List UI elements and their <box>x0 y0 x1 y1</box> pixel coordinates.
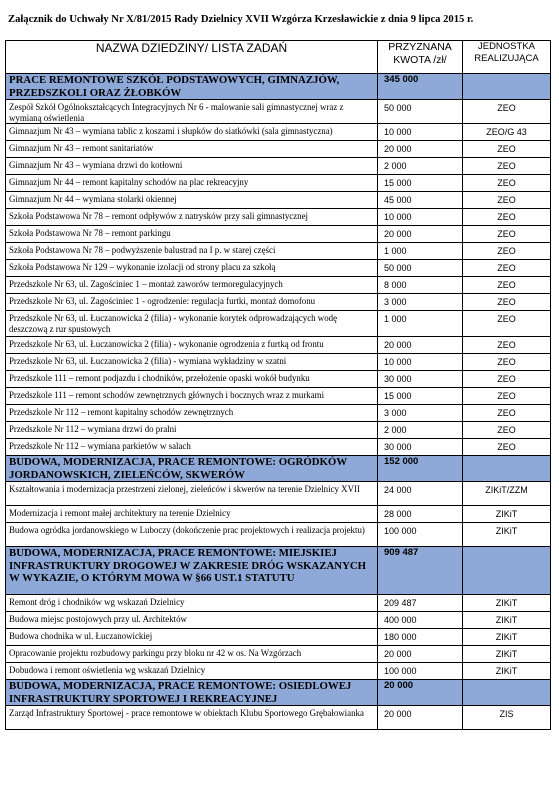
cell-name: Budowa miejsc postojowych przy ul. Architektów <box>6 612 378 629</box>
cell-amount: 50 000 <box>378 260 463 277</box>
table-header-row <box>6 41 551 74</box>
cell-name: Szkoła Podstawowa Nr 78 – podwyższenie balustrad na I p. w starej części <box>6 243 378 260</box>
cell-amount: 20 000 <box>378 141 463 158</box>
cell-unit: ZEO <box>463 158 551 175</box>
cell-name: BUDOWA, MODERNIZACJA, PRACE REMONTOWE: MIEJSKIEJ INFRASTRUKTURY DROGOWEJ W ZAKRESIE DRÓG WSKAZANYCH W WYKAZIE, O KTÓRYM MOWA W §66 UST.1 STATUTU <box>6 547 378 595</box>
table-row <box>6 422 551 439</box>
table-row <box>6 124 551 141</box>
cell-name: Opracowanie projektu rozbudowy parkingu przy bloku nr 42 w os. Na Wzgórzach <box>6 646 378 663</box>
table-row <box>6 277 551 294</box>
cell-amount: 100 000 <box>378 523 463 547</box>
table-row <box>6 523 551 547</box>
cell-unit: ZEO <box>463 405 551 422</box>
table-row <box>6 388 551 405</box>
cell-unit: ZEO <box>463 209 551 226</box>
table-row <box>6 595 551 612</box>
table-row <box>6 311 551 337</box>
cell-amount: 909 487 <box>378 547 463 595</box>
cell-unit <box>463 680 551 706</box>
cell-amount: 15 000 <box>378 388 463 405</box>
cell-name: Przedszkole Nr 112 – wymiana drzwi do pralni <box>6 422 378 439</box>
cell-unit: ZEO <box>463 388 551 405</box>
table-row <box>6 294 551 311</box>
table-row <box>6 209 551 226</box>
cell-amount: 15 000 <box>378 175 463 192</box>
table-row <box>6 354 551 371</box>
cell-unit: ZEO <box>463 294 551 311</box>
cell-name: Zespół Szkół Ogólnokształcących Integracyjnych Nr 6 - malowanie sali gimnastycznej wraz z wymianą oświetlenia <box>6 100 378 124</box>
cell-unit: ZEO <box>463 243 551 260</box>
table-row <box>6 506 551 523</box>
document-title: Załącznik do Uchwały Nr X/81/2015 Rady Dzielnicy XVII Wzgórza Krzesławickie z dnia 9 lipca 2015 r. <box>8 14 474 25</box>
cell-unit <box>463 547 551 595</box>
cell-amount: 30 000 <box>378 371 463 388</box>
table-row <box>6 175 551 192</box>
cell-name: BUDOWA, MODERNIZACJA, PRACE REMONTOWE: OSIEDLOWEJ INFRASTRUKTURY SPORTOWEJ I REKREACYJNEJ <box>6 680 378 706</box>
cell-unit: ZIKiT <box>463 506 551 523</box>
cell-amount: 100 000 <box>378 663 463 680</box>
cell-unit: ZEO <box>463 337 551 354</box>
cell-name: Przedszkole Nr 63, ul. Zagościniec 1 – montaż zaworów termoregulacyjnych <box>6 277 378 294</box>
cell-name: Gimnazjum Nr 43 – wymiana drzwi do kotłowni <box>6 158 378 175</box>
cell-amount: 8 000 <box>378 277 463 294</box>
cell-name: Remont dróg i chodników wg wskazań Dzielnicy <box>6 595 378 612</box>
cell-unit: ZEO <box>463 260 551 277</box>
cell-name: Przedszkole Nr 112 – remont kapitalny schodów zewnętrznych <box>6 405 378 422</box>
cell-unit: ZEO/G 43 <box>463 124 551 141</box>
cell-unit: ZIKiT <box>463 629 551 646</box>
cell-unit <box>463 456 551 482</box>
cell-unit: ZEO <box>463 439 551 456</box>
cell-unit: ZEO <box>463 354 551 371</box>
cell-amount: 50 000 <box>378 100 463 124</box>
cell-amount: 20 000 <box>378 680 463 706</box>
table-row <box>6 226 551 243</box>
cell-amount: 3 000 <box>378 294 463 311</box>
table-row <box>6 612 551 629</box>
table-row <box>6 706 551 730</box>
cell-unit: ZIKiT <box>463 595 551 612</box>
header-unit: JEDNOSTKA REALIZUJĄCA <box>463 41 551 74</box>
cell-name: Budowa chodnika w ul. Łuczanowickiej <box>6 629 378 646</box>
cell-amount: 20 000 <box>378 226 463 243</box>
table-row <box>6 260 551 277</box>
table-row <box>6 629 551 646</box>
cell-amount: 30 000 <box>378 439 463 456</box>
cell-amount: 20 000 <box>378 337 463 354</box>
cell-amount: 28 000 <box>378 506 463 523</box>
cell-amount: 20 000 <box>378 646 463 663</box>
cell-name: Gimnazjum Nr 43 – wymiana tablic z koszami i słupków do siatkówki (sala gimnastyczna) <box>6 124 378 141</box>
cell-amount: 3 000 <box>378 405 463 422</box>
table-row <box>6 158 551 175</box>
budget-table <box>5 40 551 730</box>
cell-unit: ZEO <box>463 192 551 209</box>
cell-name: Gimnazjum Nr 43 – remont sanitariatów <box>6 141 378 158</box>
cell-name: Gimnazjum Nr 44 – remont kapitalny schodów na plac rekreacyjny <box>6 175 378 192</box>
cell-name: BUDOWA, MODERNIZACJA, PRACE REMONTOWE: OGRÓDKÓW JORDANOWSKICH, ZIELEŃCÓW, SKWERÓW <box>6 456 378 482</box>
cell-amount: 20 000 <box>378 706 463 730</box>
cell-unit: ZEO <box>463 422 551 439</box>
cell-amount: 10 000 <box>378 124 463 141</box>
section-row <box>6 456 551 482</box>
table-row <box>6 141 551 158</box>
table-row <box>6 243 551 260</box>
cell-name: Szkoła Podstawowa Nr 78 – remont parkingu <box>6 226 378 243</box>
cell-amount: 180 000 <box>378 629 463 646</box>
section-row <box>6 74 551 100</box>
cell-amount: 152 000 <box>378 456 463 482</box>
cell-unit: ZEO <box>463 371 551 388</box>
cell-unit: ZEO <box>463 311 551 337</box>
table-row <box>6 100 551 124</box>
cell-unit: ZIKiT/ZZM <box>463 482 551 506</box>
table-row <box>6 439 551 456</box>
header-name: NAZWA DZIEDZINY/ LISTA ZADAŃ <box>6 41 378 74</box>
cell-name: Przedszkole Nr 63, ul. Łuczanowicka 2 (filia) - wykonanie korytek odprowadzających wodę deszczową z rur spustowych <box>6 311 378 337</box>
cell-name: Szkoła Podstawowa Nr 78 – remont odpływów z natrysków przy sali gimnastycznej <box>6 209 378 226</box>
cell-name: Dobudowa i remont oświetlenia wg wskazań Dzielnicy <box>6 663 378 680</box>
cell-name: Gimnazjum Nr 44 – wymiana stolarki okiennej <box>6 192 378 209</box>
cell-name: Przedszkole 111 – remont schodów zewnętrznych głównych i bocznych wraz z murkami <box>6 388 378 405</box>
table-row <box>6 337 551 354</box>
cell-unit: ZEO <box>463 100 551 124</box>
cell-unit: ZIKiT <box>463 663 551 680</box>
table-row <box>6 405 551 422</box>
table-row <box>6 482 551 506</box>
cell-unit: ZEO <box>463 226 551 243</box>
cell-unit: ZIKiT <box>463 646 551 663</box>
cell-amount: 1 000 <box>378 311 463 337</box>
cell-amount: 209 487 <box>378 595 463 612</box>
cell-name: Kształtowania i modernizacja przestrzeni zielonej, zieleńców i skwerów na terenie Dzielnicy XVII <box>6 482 378 506</box>
cell-amount: 2 000 <box>378 158 463 175</box>
cell-name: Przedszkole Nr 63, ul. Łuczanowicka 2 (filia) - wykonanie ogrodzenia z furtką od frontu <box>6 337 378 354</box>
cell-unit: ZIKiT <box>463 612 551 629</box>
table-row <box>6 371 551 388</box>
cell-unit: ZEO <box>463 277 551 294</box>
cell-name: Budowa ogródka jordanowskiego w Luboczy (dokończenie prac projektowych i realizacja projektu) <box>6 523 378 547</box>
table-row <box>6 192 551 209</box>
cell-unit: ZIS <box>463 706 551 730</box>
cell-name: Szkoła Podstawowa Nr 129 – wykonanie izolacji od strony placu za szkołą <box>6 260 378 277</box>
table-row <box>6 646 551 663</box>
cell-amount: 45 000 <box>378 192 463 209</box>
cell-name: Przedszkole 111 – remont podjazdu i chodników, przełożenie opaski wokół budynku <box>6 371 378 388</box>
section-row <box>6 547 551 595</box>
cell-name: Modernizacja i remont małej architektury na terenie Dzielnicy <box>6 506 378 523</box>
cell-amount: 10 000 <box>378 354 463 371</box>
cell-amount: 400 000 <box>378 612 463 629</box>
table-body <box>6 74 551 730</box>
header-amount: PRZYZNANA KWOTA /zł/ <box>378 41 463 74</box>
cell-amount: 10 000 <box>378 209 463 226</box>
cell-name: Przedszkole Nr 63, ul. Łuczanowicka 2 (filia) - wymiana wykładziny w szatni <box>6 354 378 371</box>
section-row <box>6 680 551 706</box>
cell-amount: 2 000 <box>378 422 463 439</box>
cell-amount: 345 000 <box>378 74 463 100</box>
cell-amount: 1 000 <box>378 243 463 260</box>
cell-name: Przedszkole Nr 112 – wymiana parkietów w salach <box>6 439 378 456</box>
table-row <box>6 663 551 680</box>
cell-amount: 24 000 <box>378 482 463 506</box>
cell-unit: ZEO <box>463 141 551 158</box>
cell-name: Zarząd Infrastruktury Sportowej - prace remontowe w obiektach Klubu Sportowego Grębałowianka <box>6 706 378 730</box>
cell-unit: ZIKiT <box>463 523 551 547</box>
cell-name: PRACE REMONTOWE SZKÓŁ PODSTAWOWYCH, GIMNAZJÓW, PRZEDSZKOLI ORAZ ŻŁOBKÓW <box>6 74 378 100</box>
cell-unit: ZEO <box>463 175 551 192</box>
cell-name: Przedszkole Nr 63, ul. Zagościniec 1 - ogrodzenie: regulacja furtki, montaż domofonu <box>6 294 378 311</box>
cell-unit <box>463 74 551 100</box>
